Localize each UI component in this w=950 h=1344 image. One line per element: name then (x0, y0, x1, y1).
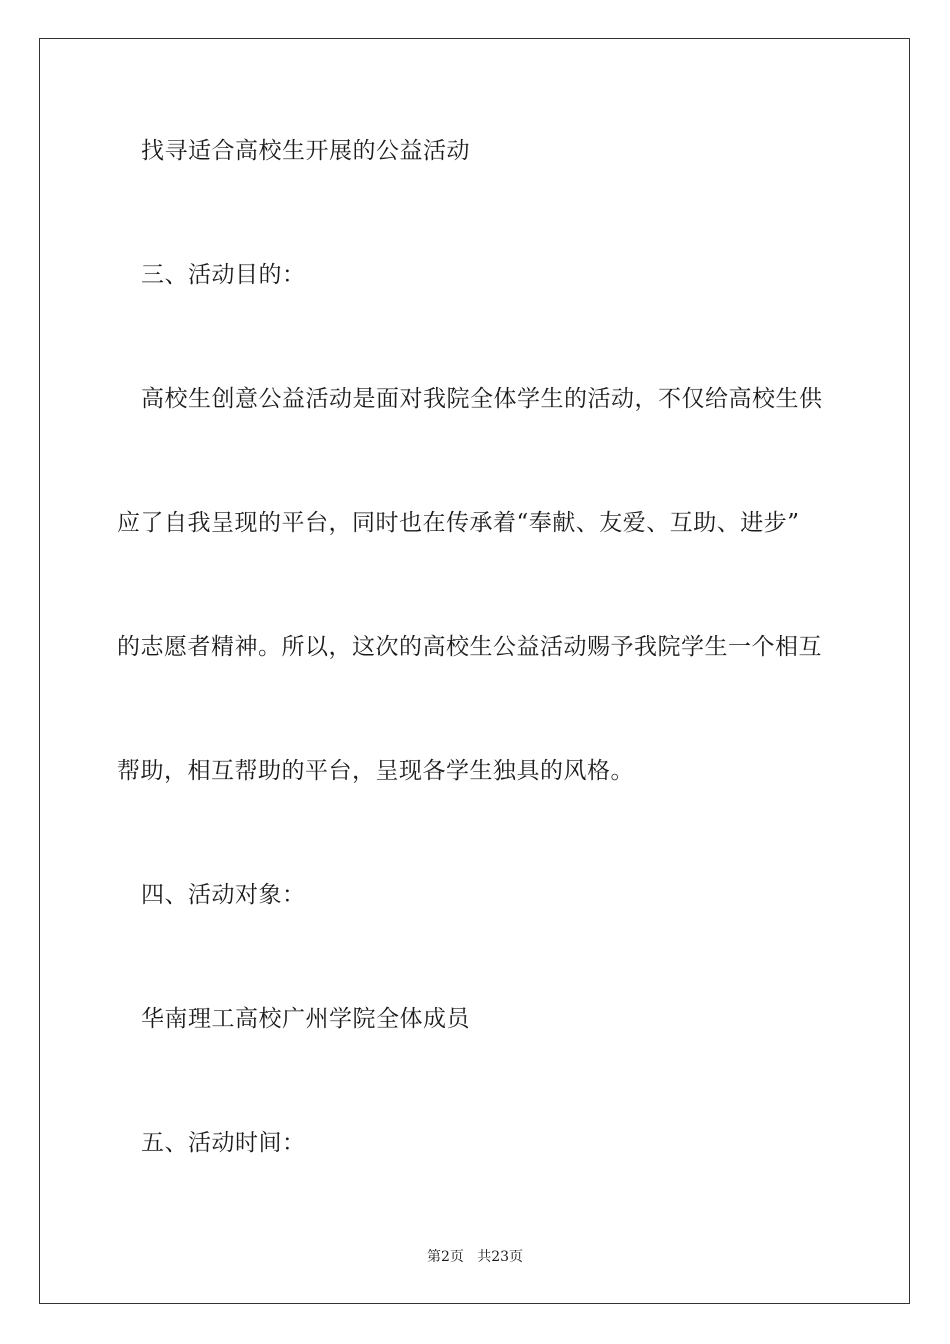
body-line: 高校生创意公益活动是面对我院全体学生的活动，不仅给高校生供 (141, 386, 823, 412)
body-line: 帮助，相互帮助的平台，呈现各学生独具的风格。 (117, 758, 634, 784)
section-heading-purpose: 三、活动目的： (141, 262, 306, 288)
page-border (39, 38, 910, 1304)
section-heading-time: 五、活动时间： (141, 1130, 306, 1156)
body-line: 的志愿者精神。所以，这次的高校生公益活动赐予我院学生一个相互 (117, 634, 822, 660)
body-line: 应了自我呈现的平台，同时也在传承着“奉献、友爱、互助、进步” (117, 510, 800, 536)
body-line: 找寻适合高校生开展的公益活动 (141, 138, 470, 164)
section-heading-audience: 四、活动对象： (141, 882, 306, 908)
body-line: 华南理工高校广州学院全体成员 (141, 1006, 470, 1032)
page-footer: 第2页 共23页 (426, 1249, 524, 1265)
